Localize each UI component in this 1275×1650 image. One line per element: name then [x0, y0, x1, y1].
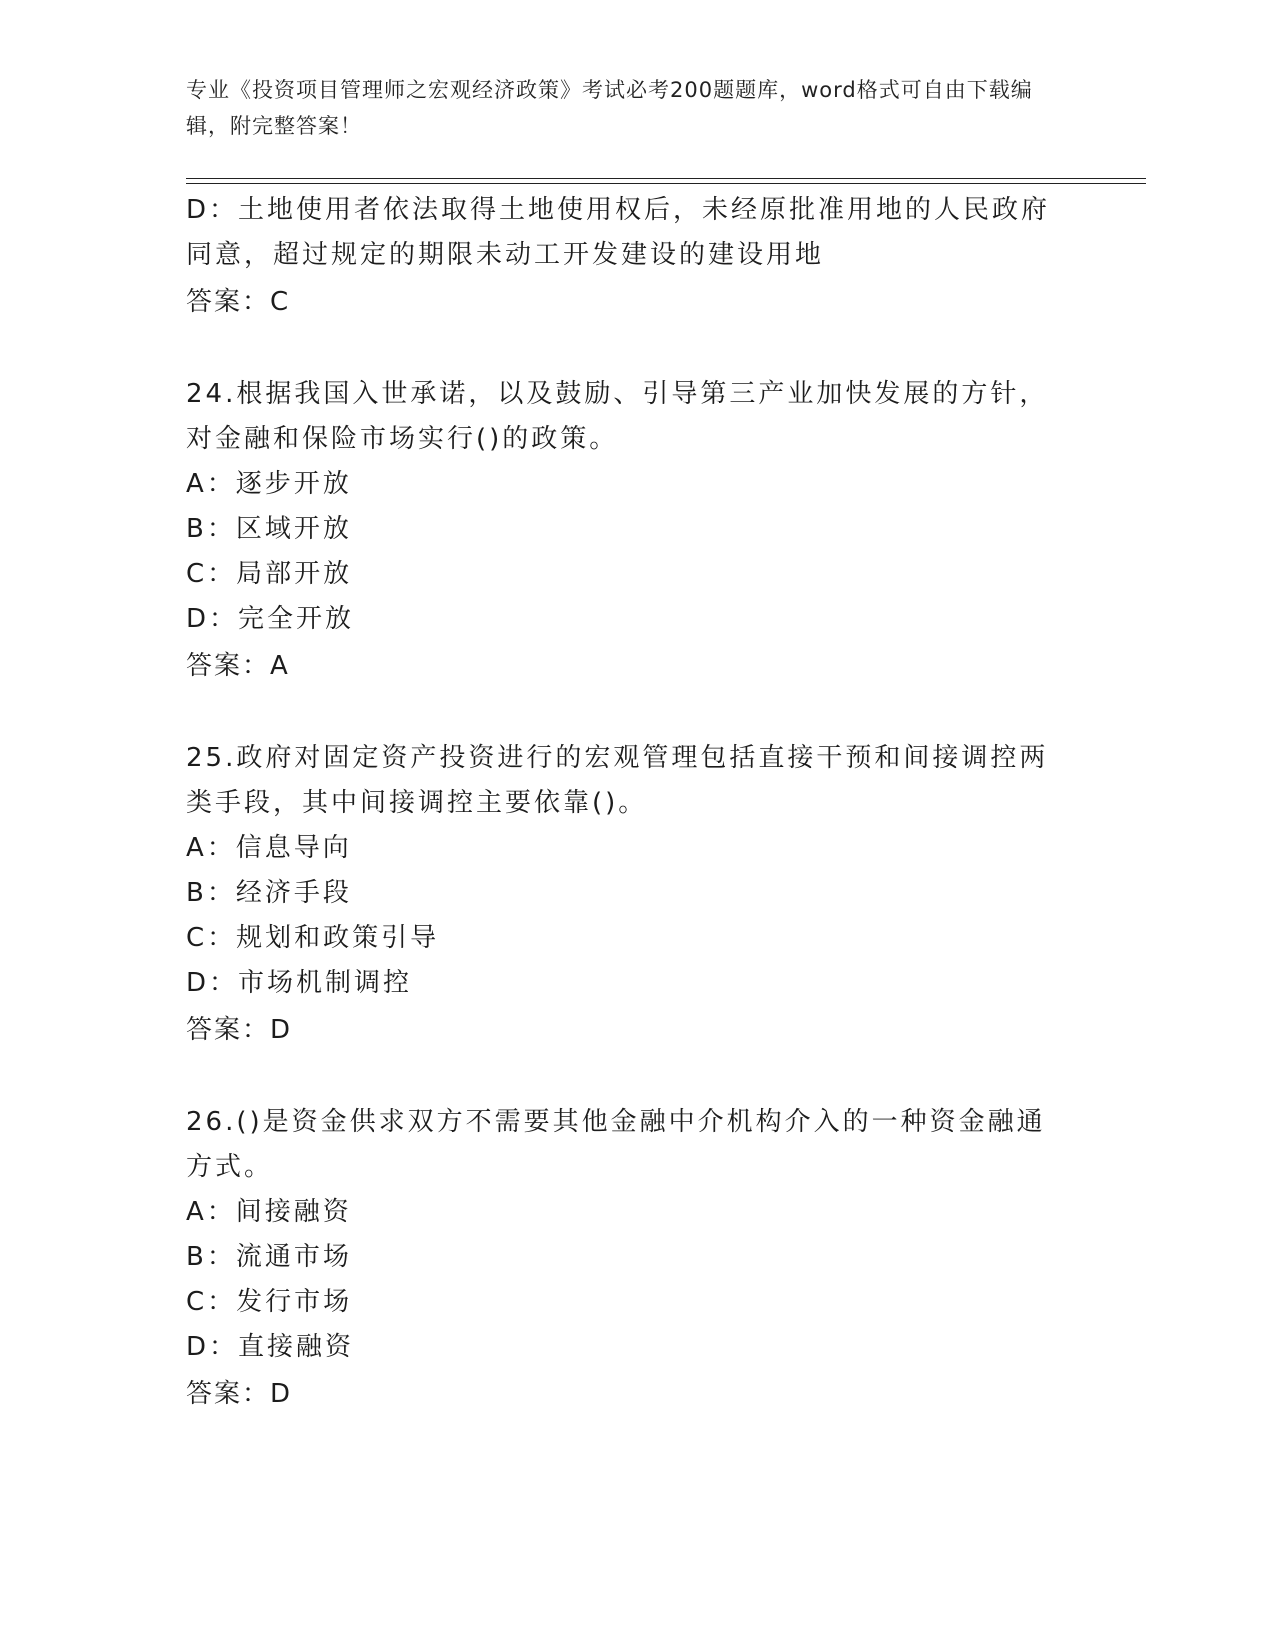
option-d: D：直接融资	[186, 1332, 355, 1362]
answer-line: 答案：D	[186, 1379, 293, 1409]
option-a: A：信息导向	[186, 833, 352, 863]
answer-line: 答案：D	[186, 1015, 293, 1045]
document-body	[186, 188, 1086, 1417]
option-b: B：经济手段	[186, 878, 352, 908]
option-c: C：局部开放	[186, 559, 353, 589]
option-d: D：完全开放	[186, 604, 355, 634]
option-d: D：土地使用者依法取得土地使用权后，未经原批准用地的人民政府同意，超过规定的期限未动工开发建设的建设用地	[186, 195, 1051, 270]
option-c: C：发行市场	[186, 1287, 353, 1317]
answer-line: 答案：C	[186, 287, 291, 317]
option-a: A：逐步开放	[186, 469, 352, 499]
question-24	[186, 372, 1086, 689]
option-b: B：流通市场	[186, 1242, 352, 1272]
option-a: A：间接融资	[186, 1197, 352, 1227]
option-c: C：规划和政策引导	[186, 923, 440, 953]
question-stem: 25.政府对固定资产投资进行的宏观管理包括直接干预和间接调控两类手段，其中间接调控主要依靠()。	[186, 743, 1049, 818]
document-header: 专业《投资项目管理师之宏观经济政策》考试必考200题题库，word格式可自由下载编辑，附完整答案！	[186, 78, 1033, 138]
header-divider-bottom	[186, 183, 1146, 184]
question-25	[186, 736, 1086, 1053]
option-b: B：区域开放	[186, 514, 352, 544]
header-divider-top	[186, 178, 1146, 179]
question-26	[186, 1100, 1086, 1417]
question-stem: 26.()是资金供求双方不需要其他金融中介机构介入的一种资金融通方式。	[186, 1107, 1046, 1182]
answer-line: 答案：A	[186, 651, 290, 681]
question-stem: 24.根据我国入世承诺，以及鼓励、引导第三产业加快发展的方针，对金融和保险市场实行()的政策。	[186, 379, 1049, 454]
continued-question	[186, 188, 1086, 325]
option-d: D：市场机制调控	[186, 968, 413, 998]
